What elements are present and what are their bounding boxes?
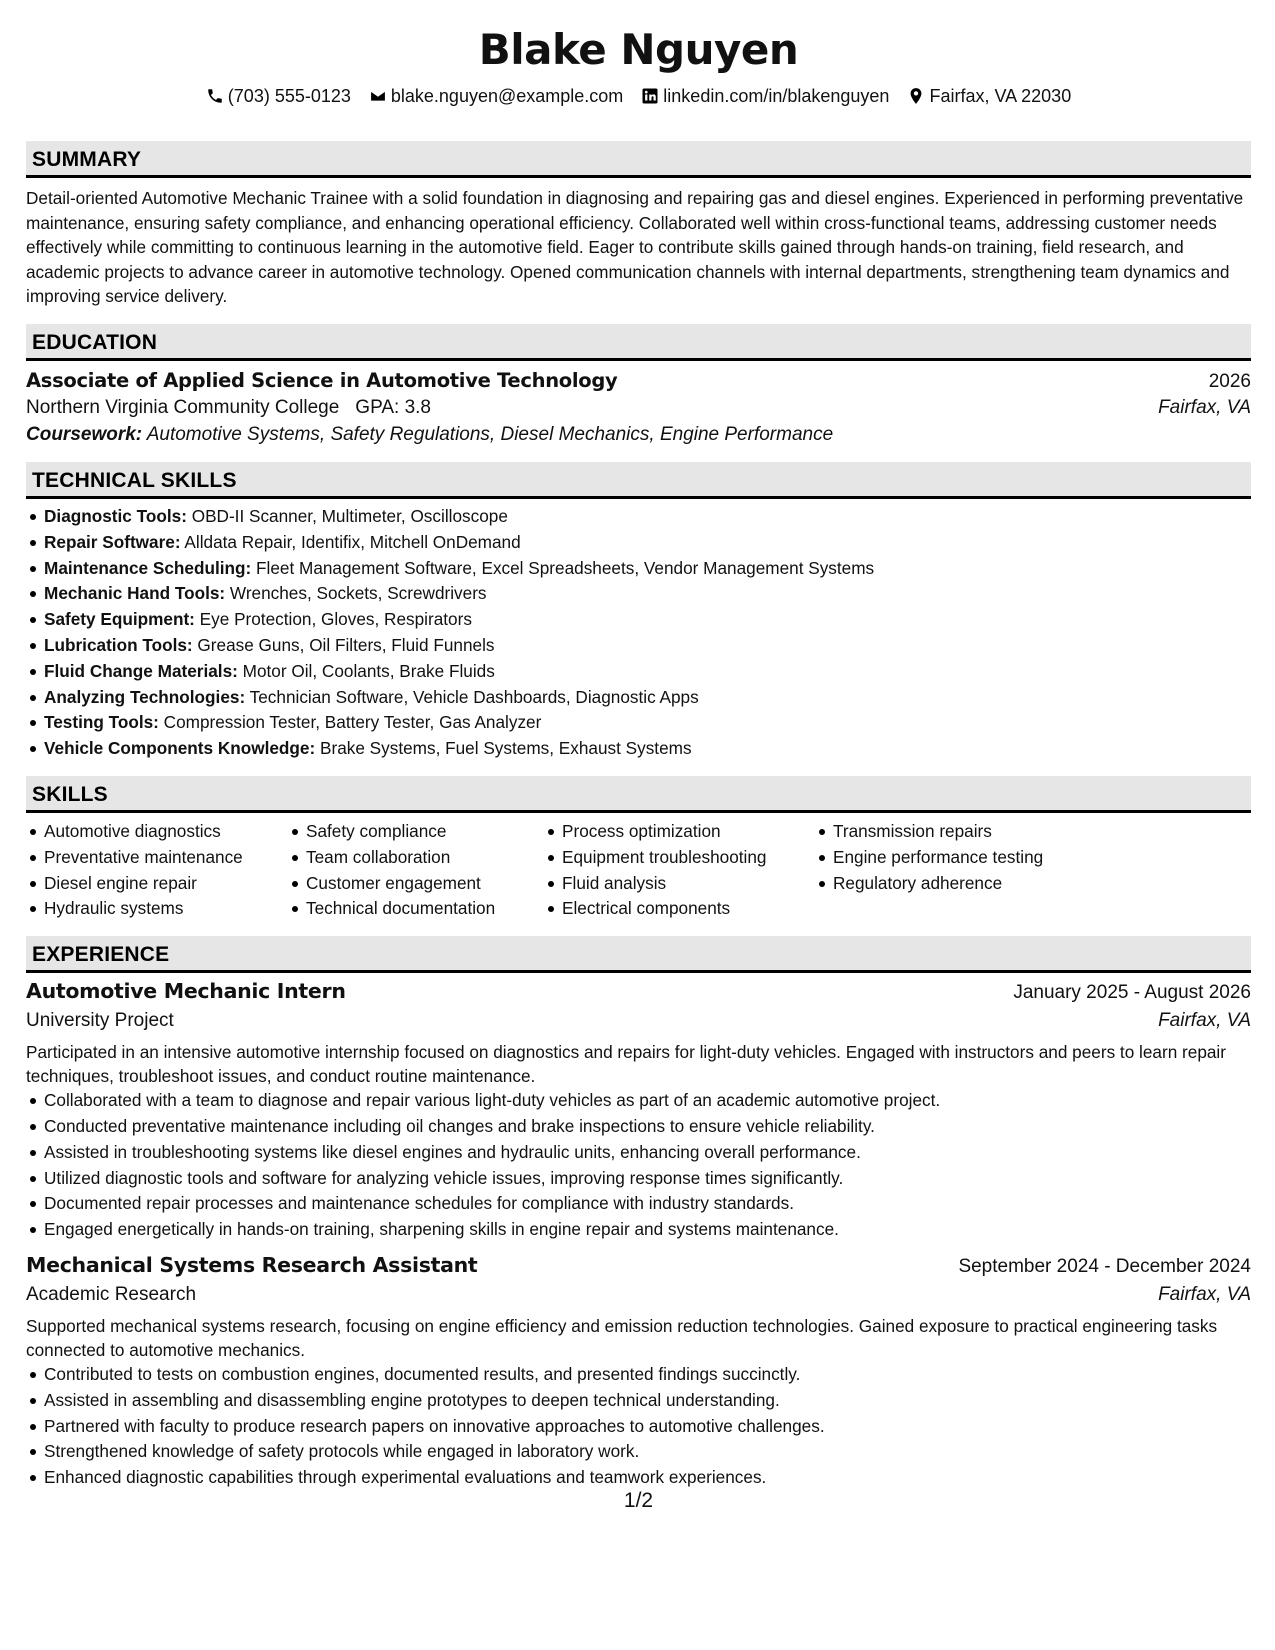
school-location: Fairfax, VA <box>1158 396 1251 418</box>
job-location: Fairfax, VA <box>1158 1010 1251 1032</box>
job-bullet: Enhanced diagnostic capabilities through experimental evaluations and teamwork experiences. <box>26 1465 1251 1491</box>
technical-skill-value: Grease Guns, Oil Filters, Fluid Funnels <box>197 634 495 655</box>
linkedin-icon <box>641 87 659 105</box>
summary-section-header: SUMMARY <box>26 141 1251 178</box>
phone-icon <box>206 87 224 105</box>
skills-section-header: SKILLS <box>26 776 1251 813</box>
job-bullet: Partnered with faculty to produce research papers on innovative approaches to automotive challenges. <box>26 1414 1251 1440</box>
job-bullet: Assisted in troubleshooting systems like diesel engines and hydraulic units, enhancing overall performance. <box>26 1140 1251 1166</box>
job-bullet: Utilized diagnostic tools and software for analyzing vehicle issues, improving response times significantly. <box>26 1166 1251 1192</box>
job-dates: January 2025 - August 2026 <box>1013 982 1251 1004</box>
job-bullet: Assisted in assembling and disassembling engine prototypes to deepen technical understanding. <box>26 1388 1251 1414</box>
summary-text: Detail-oriented Automotive Mechanic Trainee with a solid foundation in diagnosing and repairing gas and diesel engines. Experienced in performing preventative maintenance, ensuring safety compliance, and enhancing operational efficiency. Collaborated well within cross-functional teams, addressing customer needs effectively while committing to continuous learning in the automotive field. Eager to contribute skills gained through hands-on training, field research, and academic projects to advance career in automotive technology. Opened communication channels with internal departments, strengthening team dynamics and improving service delivery. <box>26 188 1244 307</box>
coursework-list: Automotive Systems, Safety Regulations, Diesel Mechanics, Engine Performance <box>146 423 834 445</box>
technical-skill-value: Wrenches, Sockets, Screwdrivers <box>229 583 487 604</box>
graduation-year: 2026 <box>1208 370 1251 392</box>
skill-item: Hydraulic systems <box>26 896 288 922</box>
technical-skill-item <box>26 607 1251 633</box>
job-entry <box>26 1253 1251 1491</box>
contact-phone[interactable] <box>206 86 351 107</box>
job-organization: Academic Research <box>26 1283 197 1305</box>
job-entry <box>26 979 1251 1243</box>
technical-skill-label: Vehicle Components Knowledge: <box>44 738 316 759</box>
gpa: GPA: 3.8 <box>355 396 431 418</box>
technical-skill-label: Analyzing Technologies: <box>44 686 246 707</box>
job-bullet: Engaged energetically in hands-on training, sharpening skills in engine repair and systems maintenance. <box>26 1217 1251 1243</box>
contact-location <box>907 86 1071 107</box>
coursework <box>26 424 1251 446</box>
technical-skill-item <box>26 685 1251 711</box>
skill-item: Regulatory adherence <box>815 871 1043 897</box>
skill-item: Automotive diagnostics <box>26 819 288 845</box>
technical-skill-label: Repair Software: <box>44 531 181 552</box>
technical-skill-label: Diagnostic Tools: <box>44 505 187 526</box>
job-bullet: Strengthened knowledge of safety protocols while engaged in laboratory work. <box>26 1439 1251 1465</box>
job-bullet: Documented repair processes and maintenance schedules for compliance with industry standards. <box>26 1191 1251 1217</box>
education-entry <box>26 369 1251 446</box>
skills-column <box>544 819 815 922</box>
resume-page <box>26 0 1251 1650</box>
job-bullets <box>26 1088 1251 1243</box>
envelope-icon <box>369 87 387 105</box>
job-organization: University Project <box>26 1010 174 1032</box>
job-bullet: Conducted preventative maintenance including oil changes and brake inspections to ensure vehicle reliability. <box>26 1114 1251 1140</box>
contact-linkedin[interactable] <box>641 86 889 107</box>
skill-item: Team collaboration <box>288 845 544 871</box>
job-bullets <box>26 1362 1251 1491</box>
skills-column <box>288 819 544 922</box>
skill-item: Electrical components <box>544 896 815 922</box>
technical-skill-label: Mechanic Hand Tools: <box>44 583 226 604</box>
technical-skill-item <box>26 659 1251 685</box>
technical-skill-item <box>26 556 1251 582</box>
candidate-name: Blake Nguyen <box>478 25 799 74</box>
email-link: blake.nguyen@example.com <box>390 85 624 106</box>
skill-item: Technical documentation <box>288 896 544 922</box>
school-name: Northern Virginia Community College <box>26 396 340 418</box>
technical-skill-label: Safety Equipment: <box>44 609 195 630</box>
job-location: Fairfax, VA <box>1158 1283 1251 1305</box>
technical-skill-label: Fluid Change Materials: <box>44 660 238 681</box>
coursework-label: Coursework: <box>26 423 143 445</box>
technical-skill-item <box>26 736 1251 762</box>
technical-skill-value: Eye Protection, Gloves, Respirators <box>199 609 472 630</box>
phone-text: (703) 555-0123 <box>227 85 351 106</box>
experience-section-header: EXPERIENCE <box>26 936 1251 973</box>
job-bullet: Contributed to tests on combustion engines, documented results, and presented findings succinctly. <box>26 1362 1251 1388</box>
technical-skill-value: Motor Oil, Coolants, Brake Fluids <box>242 660 495 681</box>
skill-item: Safety compliance <box>288 819 544 845</box>
contact-email[interactable] <box>369 86 623 107</box>
technical-skill-item <box>26 530 1251 556</box>
technical-skill-value: OBD-II Scanner, Multimeter, Oscilloscope <box>191 505 508 526</box>
skill-item: Engine performance testing <box>815 845 1043 871</box>
technical-skill-item <box>26 633 1251 659</box>
technical-skill-label: Lubrication Tools: <box>44 634 193 655</box>
skills-column <box>26 819 288 922</box>
technical-skill-value: Fleet Management Software, Excel Spreadsheets, Vendor Management Systems <box>256 557 875 578</box>
technical-skill-item <box>26 504 1251 530</box>
job-description: Supported mechanical systems research, focusing on engine efficiency and emission reduction technologies. Gained exposure to practical engineering tasks connected to automotive mechanics. <box>26 1315 1218 1360</box>
skill-item: Preventative maintenance <box>26 845 288 871</box>
skills-column <box>815 819 1043 922</box>
technical-skill-value: Brake Systems, Fuel Systems, Exhaust Systems <box>320 738 692 759</box>
skill-item: Equipment troubleshooting <box>544 845 815 871</box>
skill-item: Diesel engine repair <box>26 871 288 897</box>
job-title: Automotive Mechanic Intern <box>26 979 346 1004</box>
skill-item: Fluid analysis <box>544 871 815 897</box>
job-dates: September 2024 - December 2024 <box>958 1255 1251 1277</box>
linkedin-link: linkedin.com/in/blakenguyen <box>663 85 890 106</box>
education-section-header: EDUCATION <box>26 324 1251 361</box>
technical-skill-label: Maintenance Scheduling: <box>44 557 252 578</box>
technical-skills-section-header: TECHNICAL SKILLS <box>26 462 1251 499</box>
location-text: Fairfax, VA 22030 <box>929 85 1072 106</box>
job-title: Mechanical Systems Research Assistant <box>26 1252 478 1277</box>
contact-bar <box>26 84 1251 108</box>
degree-title: Associate of Applied Science in Automotive Technology <box>26 368 618 392</box>
technical-skill-value: Alldata Repair, Identifix, Mitchell OnDemand <box>184 531 521 552</box>
technical-skills-list <box>26 504 1251 762</box>
page-number: 1/2 <box>623 1489 654 1512</box>
technical-skill-label: Testing Tools: <box>44 712 159 733</box>
technical-skill-value: Compression Tester, Battery Tester, Gas Analyzer <box>163 712 542 733</box>
technical-skill-value: Technician Software, Vehicle Dashboards, Diagnostic Apps <box>249 686 699 707</box>
job-description: Participated in an intensive automotive internship focused on diagnostics and repairs for light-duty vehicles. Engaged with instructors and peers to learn repair techniques, troubleshoot issues, and conduct routine maintenance. <box>26 1042 1226 1087</box>
job-bullet: Collaborated with a team to diagnose and repair various light-duty vehicles as part of an academic automotive project. <box>26 1088 1251 1114</box>
skills-grid <box>26 819 1251 922</box>
technical-skill-item <box>26 581 1251 607</box>
skill-item: Transmission repairs <box>815 819 1043 845</box>
technical-skill-item <box>26 710 1251 736</box>
skill-item: Process optimization <box>544 819 815 845</box>
map-pin-icon <box>907 87 925 105</box>
skill-item: Customer engagement <box>288 871 544 897</box>
